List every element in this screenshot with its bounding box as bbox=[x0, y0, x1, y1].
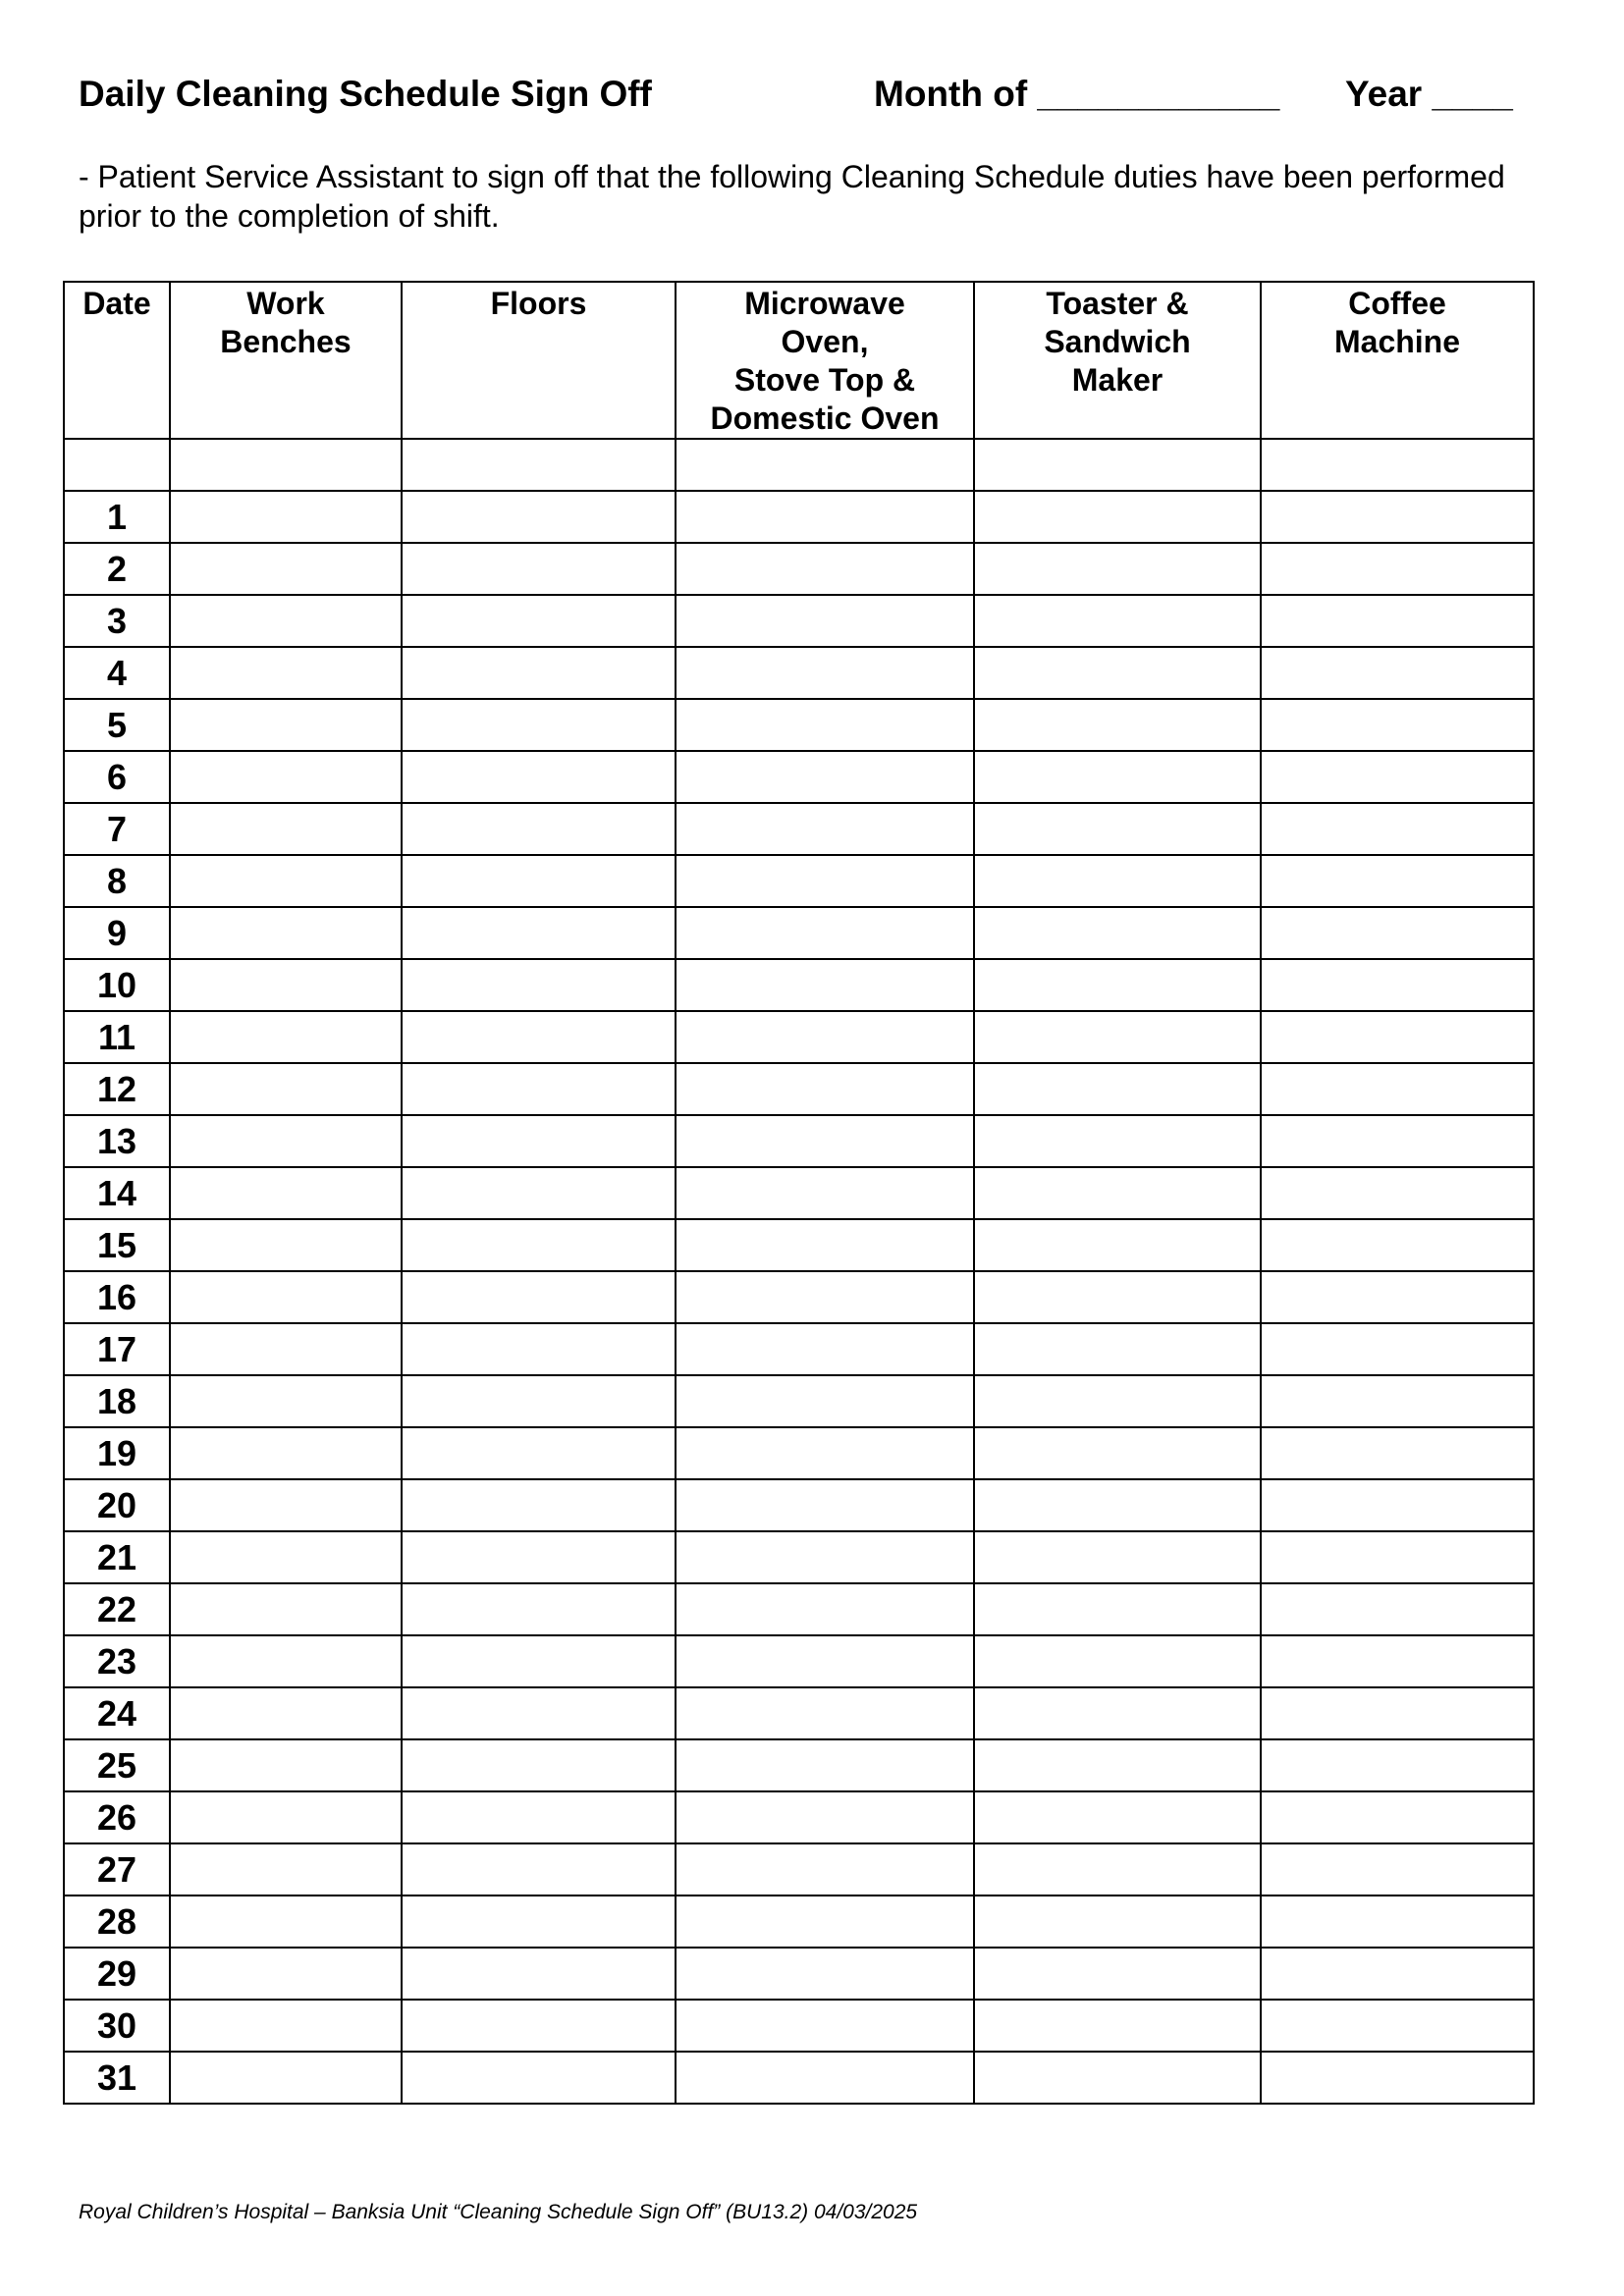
sign-off-cell-work-benches[interactable] bbox=[170, 1271, 402, 1323]
sign-off-cell-coffee-machine[interactable] bbox=[1261, 1427, 1534, 1479]
table-row bbox=[64, 855, 1534, 907]
sign-off-cell-toaster-sandwich-maker[interactable] bbox=[974, 1583, 1261, 1635]
sign-off-cell-toaster-sandwich-maker[interactable] bbox=[974, 1115, 1261, 1167]
sign-off-cell-work-benches[interactable] bbox=[170, 1323, 402, 1375]
sign-off-cell-microwave-stove-oven[interactable] bbox=[676, 1323, 974, 1375]
sign-off-cell-toaster-sandwich-maker[interactable] bbox=[974, 2000, 1261, 2052]
sign-off-cell-floors[interactable] bbox=[402, 595, 676, 647]
sign-off-cell-toaster-sandwich-maker[interactable] bbox=[974, 1687, 1261, 1739]
sign-off-cell-work-benches[interactable] bbox=[170, 699, 402, 751]
sign-off-cell-work-benches[interactable] bbox=[170, 1896, 402, 1948]
sign-off-cell-microwave-stove-oven[interactable] bbox=[676, 1583, 974, 1635]
sign-off-cell-floors[interactable] bbox=[402, 1687, 676, 1739]
sign-off-cell-work-benches[interactable] bbox=[170, 1219, 402, 1271]
table-header-row bbox=[64, 282, 1534, 439]
month-field: Month of ____________ bbox=[874, 74, 1280, 114]
sign-off-cell-microwave-stove-oven[interactable] bbox=[676, 647, 974, 699]
sign-off-cell-floors[interactable] bbox=[402, 2052, 676, 2104]
instruction-text: - Patient Service Assistant to sign off that the following Cleaning Schedule duties have been performed prior to the completion of shift. bbox=[79, 159, 1505, 234]
table-row bbox=[64, 1583, 1534, 1635]
table-row bbox=[64, 1791, 1534, 1843]
sign-off-cell-work-benches[interactable] bbox=[170, 647, 402, 699]
sign-off-cell-floors[interactable] bbox=[402, 439, 676, 491]
table-row bbox=[64, 491, 1534, 543]
sign-off-cell-work-benches[interactable] bbox=[170, 1583, 402, 1635]
table-row bbox=[64, 751, 1534, 803]
sign-off-cell-floors[interactable] bbox=[402, 1219, 676, 1271]
sign-off-cell-microwave-stove-oven[interactable] bbox=[676, 1687, 974, 1739]
date-cell: 21 bbox=[64, 1531, 170, 1583]
table-row bbox=[64, 1948, 1534, 2000]
sign-off-cell-toaster-sandwich-maker[interactable] bbox=[974, 1948, 1261, 2000]
sign-off-cell-coffee-machine[interactable] bbox=[1261, 1739, 1534, 1791]
title-row bbox=[79, 74, 1532, 123]
sign-off-cell-coffee-machine[interactable] bbox=[1261, 1011, 1534, 1063]
sign-off-cell-work-benches[interactable] bbox=[170, 1843, 402, 1896]
table-row bbox=[64, 1167, 1534, 1219]
sign-off-cell-coffee-machine[interactable] bbox=[1261, 803, 1534, 855]
sign-off-cell-floors[interactable] bbox=[402, 751, 676, 803]
sign-off-cell-floors[interactable] bbox=[402, 1739, 676, 1791]
table-row bbox=[64, 439, 1534, 491]
sign-off-cell-work-benches[interactable] bbox=[170, 1167, 402, 1219]
sign-off-cell-coffee-machine[interactable] bbox=[1261, 1167, 1534, 1219]
sign-off-cell-floors[interactable] bbox=[402, 1323, 676, 1375]
sign-off-cell-microwave-stove-oven[interactable] bbox=[676, 2000, 974, 2052]
sign-off-cell-coffee-machine[interactable] bbox=[1261, 1479, 1534, 1531]
sign-off-cell-floors[interactable] bbox=[402, 1167, 676, 1219]
sign-off-cell-microwave-stove-oven[interactable] bbox=[676, 1948, 974, 2000]
date-cell: 10 bbox=[64, 959, 170, 1011]
sign-off-cell-work-benches[interactable] bbox=[170, 907, 402, 959]
page-title: Daily Cleaning Schedule Sign Off bbox=[79, 74, 652, 114]
sign-off-cell-toaster-sandwich-maker[interactable] bbox=[974, 1896, 1261, 1948]
sign-off-cell-toaster-sandwich-maker[interactable] bbox=[974, 1271, 1261, 1323]
sign-off-cell-toaster-sandwich-maker[interactable] bbox=[974, 1011, 1261, 1063]
date-cell: 20 bbox=[64, 1479, 170, 1531]
sign-off-cell-microwave-stove-oven[interactable] bbox=[676, 2052, 974, 2104]
table-row bbox=[64, 595, 1534, 647]
sign-off-cell-microwave-stove-oven[interactable] bbox=[676, 751, 974, 803]
sign-off-cell-coffee-machine[interactable] bbox=[1261, 2052, 1534, 2104]
table-row bbox=[64, 1687, 1534, 1739]
date-cell: 18 bbox=[64, 1375, 170, 1427]
sign-off-cell-toaster-sandwich-maker[interactable] bbox=[974, 1531, 1261, 1583]
year-field: Year ____ bbox=[1345, 74, 1513, 114]
sign-off-cell-work-benches[interactable] bbox=[170, 1531, 402, 1583]
date-cell: 16 bbox=[64, 1271, 170, 1323]
sign-off-cell-work-benches[interactable] bbox=[170, 959, 402, 1011]
sign-off-cell-coffee-machine[interactable] bbox=[1261, 1063, 1534, 1115]
sign-off-cell-microwave-stove-oven[interactable] bbox=[676, 855, 974, 907]
date-cell: 13 bbox=[64, 1115, 170, 1167]
date-cell: 2 bbox=[64, 543, 170, 595]
sign-off-cell-floors[interactable] bbox=[402, 1791, 676, 1843]
sign-off-cell-floors[interactable] bbox=[402, 1843, 676, 1896]
sign-off-cell-work-benches[interactable] bbox=[170, 2052, 402, 2104]
sign-off-cell-work-benches[interactable] bbox=[170, 1479, 402, 1531]
sign-off-cell-microwave-stove-oven[interactable] bbox=[676, 439, 974, 491]
sign-off-cell-floors[interactable] bbox=[402, 803, 676, 855]
sign-off-cell-toaster-sandwich-maker[interactable] bbox=[974, 1427, 1261, 1479]
sign-off-cell-work-benches[interactable] bbox=[170, 1948, 402, 2000]
sign-off-cell-coffee-machine[interactable] bbox=[1261, 959, 1534, 1011]
date-cell: 3 bbox=[64, 595, 170, 647]
sign-off-cell-toaster-sandwich-maker[interactable] bbox=[974, 543, 1261, 595]
sign-off-cell-coffee-machine[interactable] bbox=[1261, 1687, 1534, 1739]
sign-off-cell-floors[interactable] bbox=[402, 491, 676, 543]
date-cell bbox=[64, 439, 170, 491]
sign-off-cell-work-benches[interactable] bbox=[170, 751, 402, 803]
sign-off-cell-work-benches[interactable] bbox=[170, 1115, 402, 1167]
sign-off-cell-floors[interactable] bbox=[402, 647, 676, 699]
date-cell: 29 bbox=[64, 1948, 170, 2000]
sign-off-cell-floors[interactable] bbox=[402, 1583, 676, 1635]
sign-off-cell-work-benches[interactable] bbox=[170, 2000, 402, 2052]
date-cell: 31 bbox=[64, 2052, 170, 2104]
sign-off-cell-coffee-machine[interactable] bbox=[1261, 855, 1534, 907]
sign-off-cell-work-benches[interactable] bbox=[170, 1739, 402, 1791]
date-cell: 17 bbox=[64, 1323, 170, 1375]
sign-off-cell-microwave-stove-oven[interactable] bbox=[676, 699, 974, 751]
sign-off-cell-floors[interactable] bbox=[402, 1115, 676, 1167]
sign-off-cell-microwave-stove-oven[interactable] bbox=[676, 1635, 974, 1687]
sign-off-cell-toaster-sandwich-maker[interactable] bbox=[974, 907, 1261, 959]
sign-off-cell-microwave-stove-oven[interactable] bbox=[676, 959, 974, 1011]
sign-off-cell-microwave-stove-oven[interactable] bbox=[676, 1791, 974, 1843]
sign-off-cell-toaster-sandwich-maker[interactable] bbox=[974, 439, 1261, 491]
date-cell: 14 bbox=[64, 1167, 170, 1219]
sign-off-cell-coffee-machine[interactable] bbox=[1261, 1115, 1534, 1167]
date-cell: 28 bbox=[64, 1896, 170, 1948]
table-row bbox=[64, 1271, 1534, 1323]
sign-off-cell-floors[interactable] bbox=[402, 1479, 676, 1531]
table-row bbox=[64, 2052, 1534, 2104]
sign-off-cell-toaster-sandwich-maker[interactable] bbox=[974, 1219, 1261, 1271]
sign-off-cell-work-benches[interactable] bbox=[170, 595, 402, 647]
sign-off-cell-toaster-sandwich-maker[interactable] bbox=[974, 855, 1261, 907]
sign-off-cell-coffee-machine[interactable] bbox=[1261, 1375, 1534, 1427]
sign-off-cell-work-benches[interactable] bbox=[170, 1427, 402, 1479]
sign-off-cell-work-benches[interactable] bbox=[170, 1011, 402, 1063]
sign-off-cell-coffee-machine[interactable] bbox=[1261, 1791, 1534, 1843]
footer-text: Royal Children’s Hospital – Banksia Unit “Cleaning Schedule Sign Off” (BU13.2) 04/03/2025 bbox=[79, 2201, 918, 2223]
sign-off-cell-coffee-machine[interactable] bbox=[1261, 1271, 1534, 1323]
sign-off-cell-microwave-stove-oven[interactable] bbox=[676, 1375, 974, 1427]
table-row bbox=[64, 2000, 1534, 2052]
sign-off-cell-toaster-sandwich-maker[interactable] bbox=[974, 699, 1261, 751]
column-header-coffee-machine: Coffee Machine bbox=[1261, 282, 1534, 439]
sign-off-cell-floors[interactable] bbox=[402, 1271, 676, 1323]
sign-off-cell-microwave-stove-oven[interactable] bbox=[676, 1896, 974, 1948]
sign-off-cell-toaster-sandwich-maker[interactable] bbox=[974, 491, 1261, 543]
date-cell: 12 bbox=[64, 1063, 170, 1115]
sign-off-cell-coffee-machine[interactable] bbox=[1261, 1896, 1534, 1948]
sign-off-cell-work-benches[interactable] bbox=[170, 1791, 402, 1843]
table-row bbox=[64, 1896, 1534, 1948]
sign-off-cell-toaster-sandwich-maker[interactable] bbox=[974, 647, 1261, 699]
date-cell: 5 bbox=[64, 699, 170, 751]
sign-off-cell-microwave-stove-oven[interactable] bbox=[676, 1063, 974, 1115]
sign-off-cell-coffee-machine[interactable] bbox=[1261, 699, 1534, 751]
sign-off-cell-floors[interactable] bbox=[402, 1375, 676, 1427]
sign-off-cell-toaster-sandwich-maker[interactable] bbox=[974, 1791, 1261, 1843]
sign-off-cell-toaster-sandwich-maker[interactable] bbox=[974, 751, 1261, 803]
table-row bbox=[64, 1531, 1534, 1583]
sign-off-cell-coffee-machine[interactable] bbox=[1261, 1323, 1534, 1375]
table-body bbox=[64, 439, 1534, 2104]
sign-off-cell-work-benches[interactable] bbox=[170, 1063, 402, 1115]
table-row bbox=[64, 1219, 1534, 1271]
date-cell: 11 bbox=[64, 1011, 170, 1063]
sign-off-cell-microwave-stove-oven[interactable] bbox=[676, 1115, 974, 1167]
sign-off-cell-toaster-sandwich-maker[interactable] bbox=[974, 1375, 1261, 1427]
date-cell: 9 bbox=[64, 907, 170, 959]
sign-off-cell-microwave-stove-oven[interactable] bbox=[676, 803, 974, 855]
sign-off-cell-floors[interactable] bbox=[402, 1011, 676, 1063]
table-row bbox=[64, 1843, 1534, 1896]
sign-off-cell-coffee-machine[interactable] bbox=[1261, 751, 1534, 803]
sign-off-cell-coffee-machine[interactable] bbox=[1261, 1635, 1534, 1687]
sign-off-cell-floors[interactable] bbox=[402, 907, 676, 959]
column-header-date: Date bbox=[64, 282, 170, 439]
sign-off-cell-toaster-sandwich-maker[interactable] bbox=[974, 1063, 1261, 1115]
sign-off-cell-toaster-sandwich-maker[interactable] bbox=[974, 1323, 1261, 1375]
sign-off-cell-microwave-stove-oven[interactable] bbox=[676, 543, 974, 595]
sign-off-cell-work-benches[interactable] bbox=[170, 491, 402, 543]
column-header-floors: Floors bbox=[402, 282, 676, 439]
table-row bbox=[64, 1011, 1534, 1063]
sign-off-cell-work-benches[interactable] bbox=[170, 543, 402, 595]
date-cell: 4 bbox=[64, 647, 170, 699]
sign-off-cell-floors[interactable] bbox=[402, 543, 676, 595]
date-cell: 8 bbox=[64, 855, 170, 907]
sign-off-cell-coffee-machine[interactable] bbox=[1261, 543, 1534, 595]
table-row bbox=[64, 803, 1534, 855]
table-row bbox=[64, 647, 1534, 699]
column-header-microwave-stove-oven: Microwave Oven, Stove Top & Domestic Oven bbox=[676, 282, 974, 439]
sign-off-cell-floors[interactable] bbox=[402, 2000, 676, 2052]
sign-off-cell-microwave-stove-oven[interactable] bbox=[676, 1167, 974, 1219]
sign-off-cell-work-benches[interactable] bbox=[170, 1687, 402, 1739]
sign-off-cell-microwave-stove-oven[interactable] bbox=[676, 1011, 974, 1063]
sign-off-cell-microwave-stove-oven[interactable] bbox=[676, 1843, 974, 1896]
sign-off-cell-floors[interactable] bbox=[402, 959, 676, 1011]
sign-off-cell-microwave-stove-oven[interactable] bbox=[676, 907, 974, 959]
date-cell: 27 bbox=[64, 1843, 170, 1896]
sign-off-cell-work-benches[interactable] bbox=[170, 439, 402, 491]
table-row bbox=[64, 699, 1534, 751]
sign-off-cell-microwave-stove-oven[interactable] bbox=[676, 1531, 974, 1583]
sign-off-cell-coffee-machine[interactable] bbox=[1261, 907, 1534, 959]
table-row bbox=[64, 1739, 1534, 1791]
table-row bbox=[64, 1479, 1534, 1531]
sign-off-cell-floors[interactable] bbox=[402, 1063, 676, 1115]
date-cell: 23 bbox=[64, 1635, 170, 1687]
sign-off-cell-coffee-machine[interactable] bbox=[1261, 647, 1534, 699]
sign-off-cell-floors[interactable] bbox=[402, 1531, 676, 1583]
sign-off-cell-coffee-machine[interactable] bbox=[1261, 491, 1534, 543]
sign-off-cell-floors[interactable] bbox=[402, 1635, 676, 1687]
sign-off-cell-microwave-stove-oven[interactable] bbox=[676, 595, 974, 647]
sign-off-cell-coffee-machine[interactable] bbox=[1261, 1948, 1534, 2000]
date-cell: 6 bbox=[64, 751, 170, 803]
sign-off-cell-floors[interactable] bbox=[402, 855, 676, 907]
sign-off-cell-toaster-sandwich-maker[interactable] bbox=[974, 1635, 1261, 1687]
sign-off-cell-microwave-stove-oven[interactable] bbox=[676, 1739, 974, 1791]
sign-off-cell-coffee-machine[interactable] bbox=[1261, 1583, 1534, 1635]
table-row bbox=[64, 1427, 1534, 1479]
sign-off-cell-toaster-sandwich-maker[interactable] bbox=[974, 1167, 1261, 1219]
sign-off-cell-microwave-stove-oven[interactable] bbox=[676, 491, 974, 543]
date-cell: 24 bbox=[64, 1687, 170, 1739]
column-header-toaster-sandwich-maker: Toaster & Sandwich Maker bbox=[974, 282, 1261, 439]
date-cell: 1 bbox=[64, 491, 170, 543]
sign-off-cell-toaster-sandwich-maker[interactable] bbox=[974, 803, 1261, 855]
sign-off-cell-work-benches[interactable] bbox=[170, 1375, 402, 1427]
sign-off-cell-work-benches[interactable] bbox=[170, 1635, 402, 1687]
sign-off-cell-microwave-stove-oven[interactable] bbox=[676, 1219, 974, 1271]
date-cell: 22 bbox=[64, 1583, 170, 1635]
table-row bbox=[64, 543, 1534, 595]
sign-off-cell-work-benches[interactable] bbox=[170, 855, 402, 907]
table-row bbox=[64, 1115, 1534, 1167]
sign-off-cell-microwave-stove-oven[interactable] bbox=[676, 1427, 974, 1479]
date-cell: 19 bbox=[64, 1427, 170, 1479]
sign-off-cell-toaster-sandwich-maker[interactable] bbox=[974, 1739, 1261, 1791]
sign-off-cell-toaster-sandwich-maker[interactable] bbox=[974, 2052, 1261, 2104]
date-cell: 7 bbox=[64, 803, 170, 855]
date-cell: 25 bbox=[64, 1739, 170, 1791]
sign-off-cell-floors[interactable] bbox=[402, 1427, 676, 1479]
table-row bbox=[64, 959, 1534, 1011]
sign-off-cell-floors[interactable] bbox=[402, 699, 676, 751]
table-row bbox=[64, 907, 1534, 959]
sign-off-cell-microwave-stove-oven[interactable] bbox=[676, 1271, 974, 1323]
sign-off-cell-coffee-machine[interactable] bbox=[1261, 595, 1534, 647]
date-cell: 30 bbox=[64, 2000, 170, 2052]
table-row bbox=[64, 1323, 1534, 1375]
date-cell: 15 bbox=[64, 1219, 170, 1271]
table-row bbox=[64, 1635, 1534, 1687]
sign-off-cell-toaster-sandwich-maker[interactable] bbox=[974, 1843, 1261, 1896]
sign-off-cell-coffee-machine[interactable] bbox=[1261, 1219, 1534, 1271]
sign-off-cell-coffee-machine[interactable] bbox=[1261, 1531, 1534, 1583]
sign-off-cell-toaster-sandwich-maker[interactable] bbox=[974, 1479, 1261, 1531]
table-row bbox=[64, 1375, 1534, 1427]
sign-off-cell-microwave-stove-oven[interactable] bbox=[676, 1479, 974, 1531]
cleaning-schedule-table bbox=[63, 281, 1535, 2105]
sign-off-cell-work-benches[interactable] bbox=[170, 803, 402, 855]
sign-off-cell-toaster-sandwich-maker[interactable] bbox=[974, 595, 1261, 647]
column-header-work-benches: Work Benches bbox=[170, 282, 402, 439]
sign-off-cell-coffee-machine[interactable] bbox=[1261, 1843, 1534, 1896]
sign-off-cell-coffee-machine[interactable] bbox=[1261, 439, 1534, 491]
sign-off-cell-floors[interactable] bbox=[402, 1896, 676, 1948]
sign-off-cell-toaster-sandwich-maker[interactable] bbox=[974, 959, 1261, 1011]
sign-off-cell-coffee-machine[interactable] bbox=[1261, 2000, 1534, 2052]
sign-off-cell-floors[interactable] bbox=[402, 1948, 676, 2000]
table-row bbox=[64, 1063, 1534, 1115]
date-cell: 26 bbox=[64, 1791, 170, 1843]
